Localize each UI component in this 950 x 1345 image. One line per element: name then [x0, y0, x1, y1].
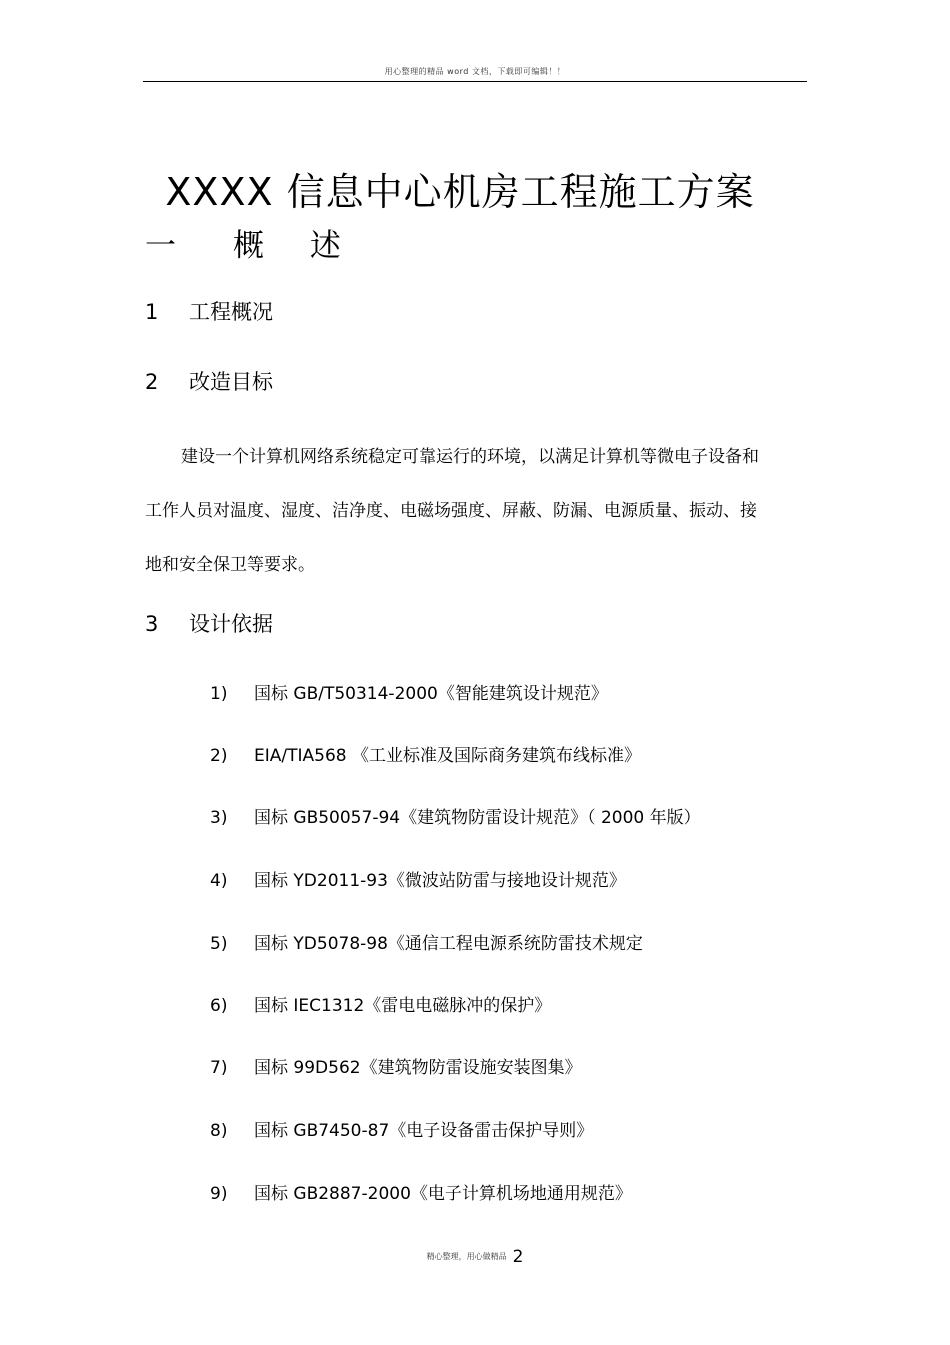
list-item-index: 6) [210, 996, 228, 1016]
subsection-heading-3 [145, 608, 273, 638]
list-item-text: EIA/TIA568 《工业标准及国际商务建筑布线标准》 [254, 746, 641, 766]
list-item [210, 803, 701, 828]
list-item [210, 929, 643, 954]
page-number: 2 [512, 1247, 524, 1267]
list-item-text: 国标 YD5078-98《通信工程电源系统防雷技术规定 [254, 934, 643, 954]
list-item-text: 国标 YD2011-93《微波站防雷与接地设计规范》 [254, 871, 626, 891]
list-item [210, 1179, 632, 1204]
subsection-heading-1 [145, 296, 273, 326]
header-rule [143, 81, 807, 82]
list-item [210, 741, 641, 766]
list-item-index: 8) [210, 1121, 228, 1141]
list-item-text: 国标 IEC1312《雷电电磁脉冲的保护》 [254, 996, 552, 1016]
list-item-index: 9) [210, 1184, 228, 1204]
subsection-label: 改造目标 [189, 370, 273, 394]
list-item-index: 2) [210, 746, 228, 766]
subsection-number: 2 [145, 370, 159, 394]
list-item-text: 国标 99D562《建筑物防雷设施安装图集》 [254, 1058, 582, 1078]
section-number: 一 [145, 228, 176, 264]
list-item-text: 国标 GB/T50314-2000《智能建筑设计规范》 [254, 684, 608, 704]
list-item-index: 1) [210, 684, 228, 704]
subsection-heading-2 [145, 366, 273, 396]
list-item [210, 679, 608, 704]
subsection-number: 3 [145, 612, 159, 636]
list-item-text: 国标 GB7450-87《电子设备雷击保护导则》 [254, 1121, 594, 1141]
list-item-index: 5) [210, 934, 228, 954]
subsection-label: 工程概况 [189, 300, 273, 324]
subsection-number: 1 [145, 300, 159, 324]
section-heading [145, 220, 359, 265]
page-footer [0, 1247, 950, 1267]
list-item-text: 国标 GB50057-94《建筑物防雷设计规范》（ 2000 年版） [254, 808, 701, 828]
list-item [210, 991, 551, 1016]
list-item [210, 866, 626, 891]
footer-text: 精心整理，用心做精品 [426, 1252, 507, 1261]
document-title: XXXX 信息中心机房工程施工方案 [165, 170, 755, 215]
body-paragraph: 建设一个计算机网络系统稳定可靠运行的环境，以满足计算机等微电子设备和工作人员对温度、湿度、洁净度、电磁场强度、屏蔽、防漏、电源质量、振动、接地和安全保卫等要求。 [145, 447, 759, 575]
page-header-text: 用心整理的精品 word 文档，下载即可编辑！！ [384, 67, 566, 76]
list-item-text: 国标 GB2887-2000《电子计算机场地通用规范》 [254, 1184, 632, 1204]
list-item-index: 7) [210, 1058, 228, 1078]
list-item-index: 3) [210, 808, 228, 828]
list-item [210, 1116, 593, 1141]
list-item-index: 4) [210, 871, 228, 891]
list-item [210, 1053, 582, 1078]
subsection-label: 设计依据 [189, 612, 273, 636]
section-label: 概 述 [233, 228, 359, 264]
